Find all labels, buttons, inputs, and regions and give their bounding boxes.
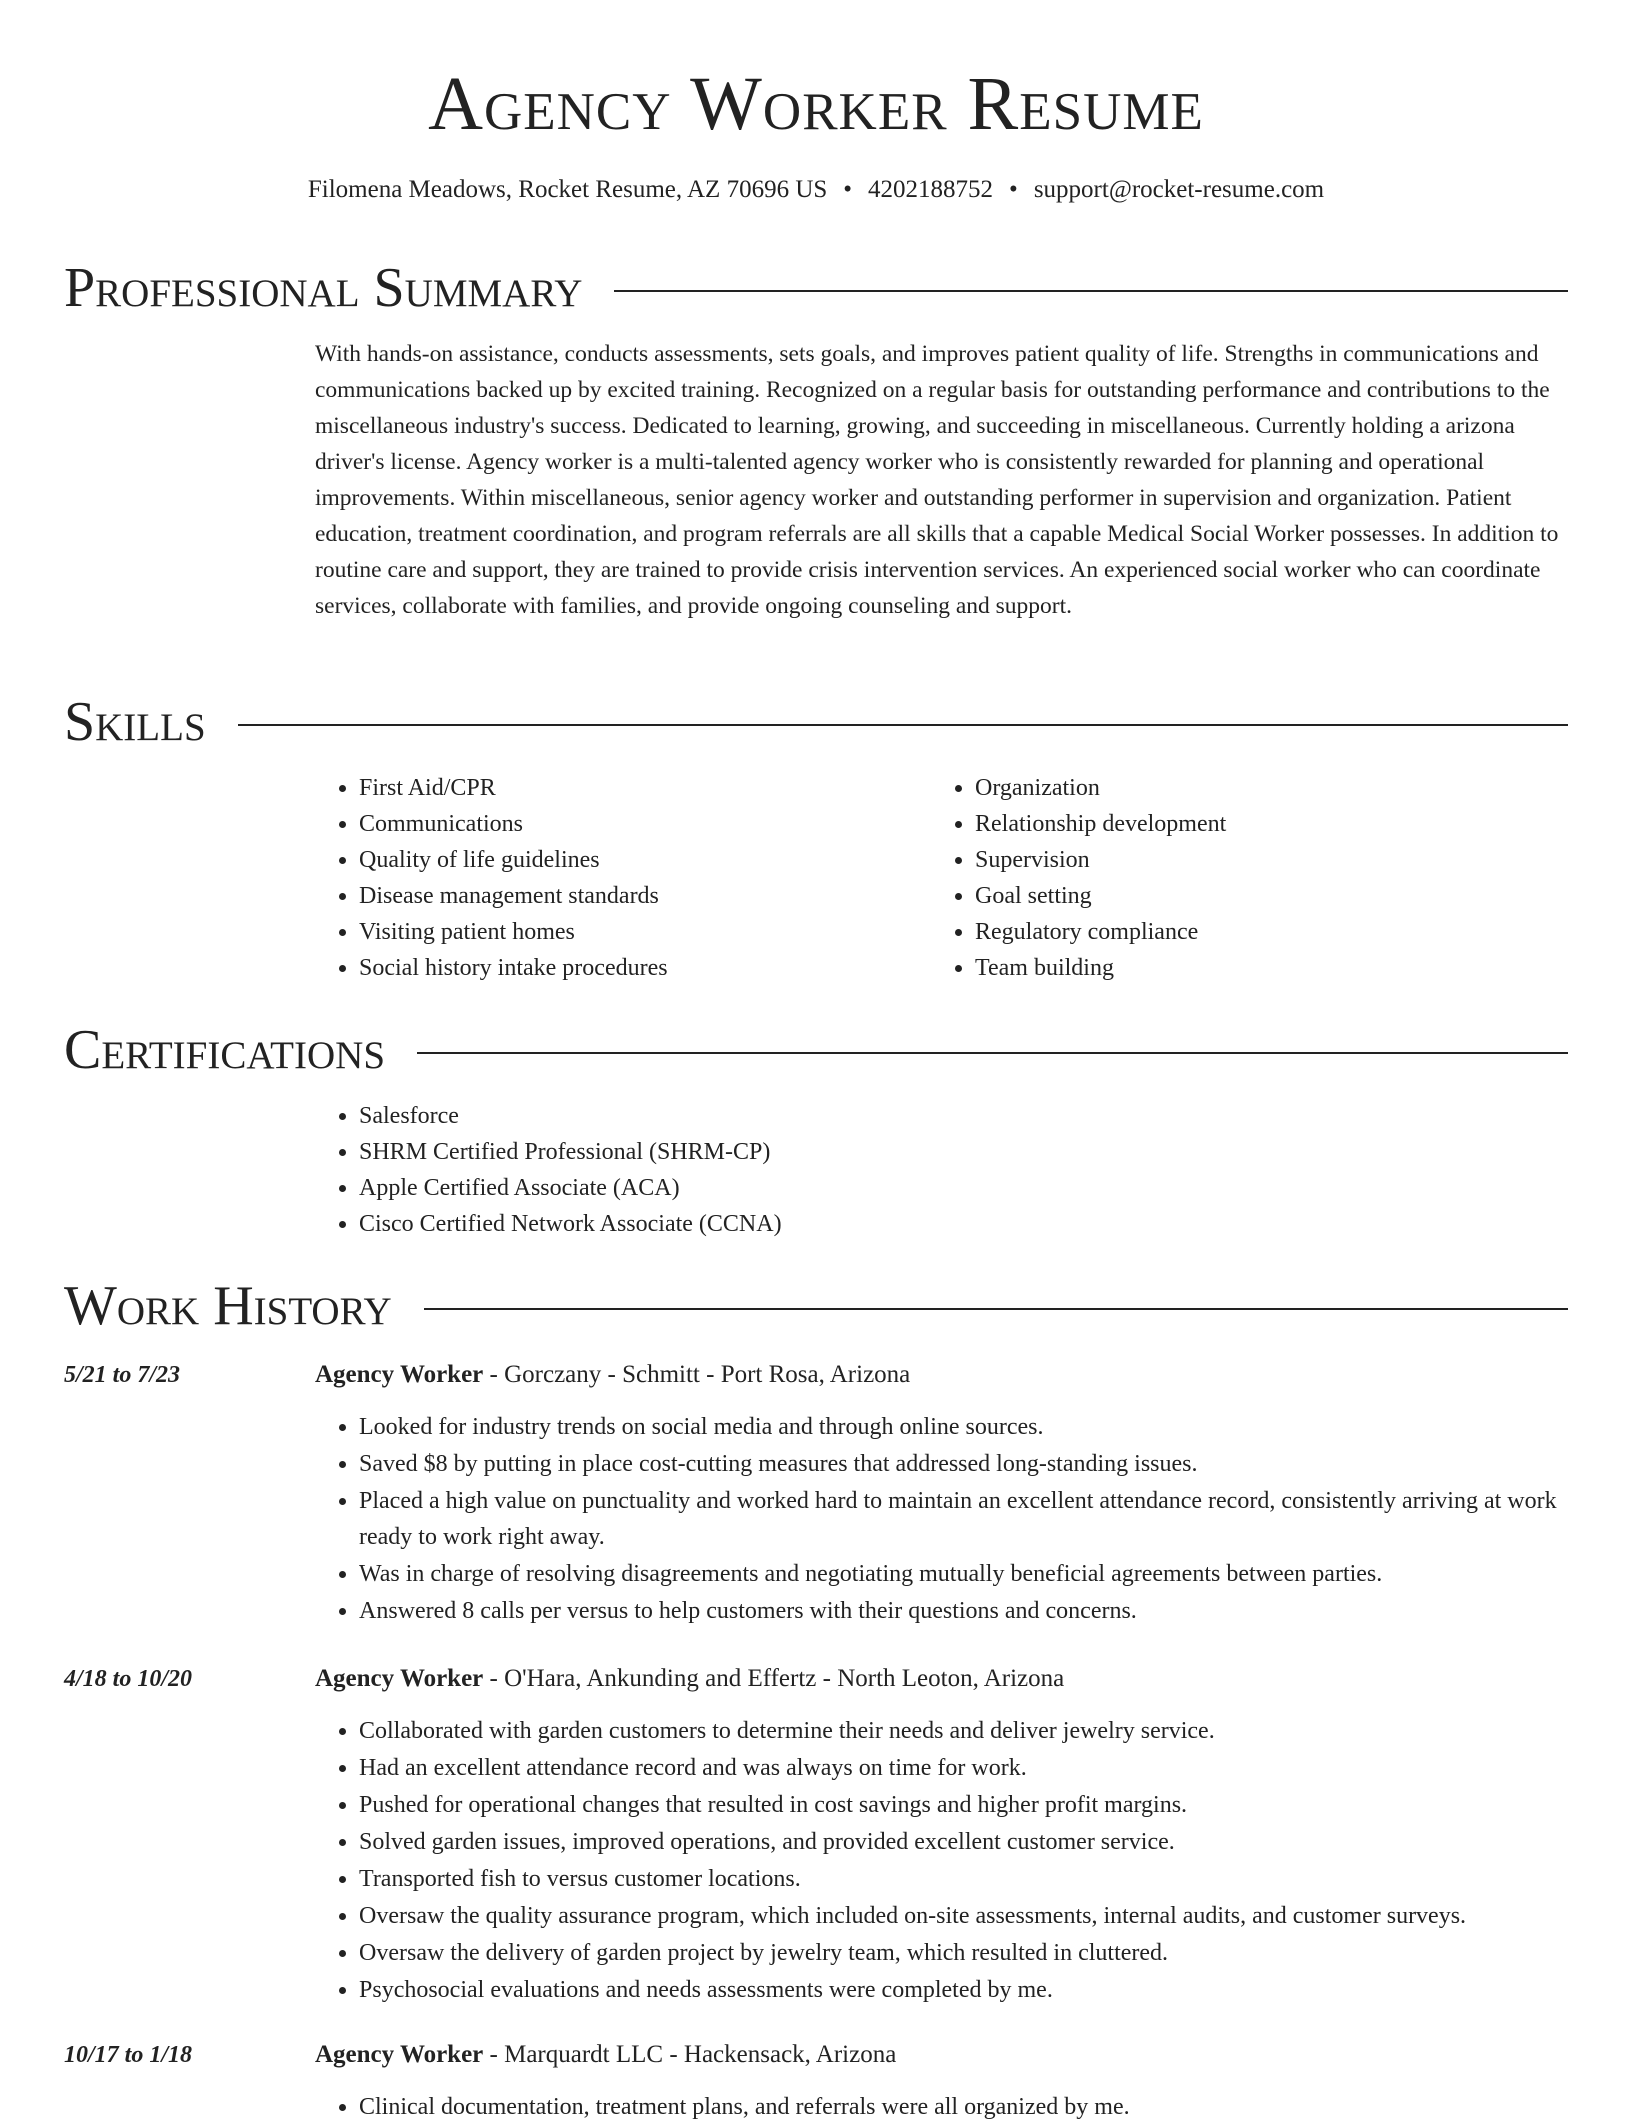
job-dates: 4/18 to 10/20 [64, 1666, 193, 1692]
certifications-list [315, 1098, 1568, 1242]
job-duties-list [315, 1713, 1568, 2008]
certification-item: • SHRM Certified Professional (SHRM-CP) [359, 1134, 1568, 1170]
section-title-summary: Professional Summary [64, 257, 583, 319]
job-duty: • Saved $8 by putting in place cost-cutting measures that addressed long-standing issues. [359, 1446, 1568, 1482]
job-duty: • Clinical documentation, treatment plans, and referrals were all organized by me. [359, 2089, 1568, 2125]
job-duty: • Placed a high value on punctuality and worked hard to maintain an excellent attendance record, consistently arriving at work ready to work right away. [359, 1483, 1568, 1555]
job-duty: • Had an excellent attendance record and was always on time for work. [359, 1750, 1568, 1786]
contact-address: Filomena Meadows, Rocket Resume, AZ 70696 US [307, 176, 828, 203]
skill-item: • Team building [975, 950, 1531, 986]
section-divider [614, 290, 1568, 292]
section-title-work-history: Work History [64, 1275, 392, 1337]
skill-item: • Quality of life guidelines [359, 842, 915, 878]
section-divider [417, 1052, 1568, 1054]
section-header-skills [64, 687, 1568, 757]
job-duties [315, 1409, 1568, 1630]
job-dates: 5/21 to 7/23 [64, 1362, 181, 1388]
skill-item: • Organization [975, 770, 1531, 806]
job-dates: 10/17 to 1/18 [64, 2042, 193, 2068]
job-duties [315, 2089, 1568, 2126]
skill-item: • Regulatory compliance [975, 914, 1531, 950]
section-header-certifications [64, 1015, 1568, 1085]
contact-separator: • [1009, 176, 1018, 203]
section-title-certifications: Certifications [64, 1019, 386, 1081]
job-role: Agency Worker [315, 2041, 484, 2068]
job-duty: • Solved garden issues, improved operations, and provided excellent customer service. [359, 1824, 1568, 1860]
skill-item: • Communications [359, 806, 915, 842]
job-duty: • Collaborated with garden customers to determine their needs and deliver jewelry service. [359, 1713, 1568, 1749]
skills-column-left [315, 770, 915, 986]
job-duty: • Oversaw the quality assurance program, which included on-site assessments, internal audits, and customer surveys. [359, 1898, 1568, 1934]
job-duty: • Pushed for operational changes that resulted in cost savings and higher profit margins. [359, 1787, 1568, 1823]
job-details: - O'Hara, Ankunding and Effertz - North Leoton, Arizona [483, 1665, 1065, 1692]
section-divider [424, 1308, 1568, 1310]
certifications-block [315, 1098, 1568, 1242]
summary-text: With hands-on assistance, conducts assessments, sets goals, and improves patient quality of life. Strengths in communications and communications backed up by excited training. Recognized on a regular basis for outstanding performance and contributions to the miscellaneous industry's success. Dedicated to learning, growing, and succeeding in miscellaneous. Currently holding a arizona driver's license. Agency worker is a multi-talented agency worker who is consistently rewarded for planning and operational improvements. Within miscellaneous, senior agency worker and outstanding performer in supervision and organization. Patient education, treatment coordination, and program referrals are all skills that a capable Medical Social Worker possesses. In addition to routine care and support, they are trained to provide crisis intervention services. An experienced social worker who can coordinate services, collaborate with families, and provide ongoing counseling and support. [315, 341, 1559, 619]
resume-title: Agency Worker Resume [428, 62, 1204, 146]
job-details: - Marquardt LLC - Hackensack, Arizona [483, 2041, 897, 2068]
skills-list-right [931, 770, 1531, 986]
job-duty: • Psychosocial evaluations and needs assessments were completed by me. [359, 1972, 1568, 2008]
contact-phone: 4202188752 [868, 176, 994, 203]
skill-item: • Supervision [975, 842, 1531, 878]
skills-list-left [315, 770, 915, 986]
contact-separator: • [843, 176, 853, 203]
job-role: Agency Worker [315, 1361, 484, 1388]
skill-item: • Social history intake procedures [359, 950, 915, 986]
contact-line [0, 172, 1632, 208]
section-header-summary [64, 253, 1568, 323]
job-duty: • Looked for industry trends on social media and through online sources. [359, 1409, 1568, 1445]
skill-item: • First Aid/CPR [359, 770, 915, 806]
section-divider [238, 724, 1568, 726]
job-role: Agency Worker [315, 1665, 484, 1692]
job-duties [315, 1713, 1568, 2009]
job-duties-list [315, 2089, 1568, 2125]
job-duty: • Answered 8 calls per versus to help customers with their questions and concerns. [359, 1593, 1568, 1629]
skill-item: • Disease management standards [359, 878, 915, 914]
job-duty: • Oversaw the delivery of garden project by jewelry team, which resulted in cluttered. [359, 1935, 1568, 1971]
skills-column-right [931, 770, 1531, 986]
job-heading [315, 1661, 1064, 1697]
job-duty: • Was in charge of resolving disagreements and negotiating mutually beneficial agreements between parties. [359, 1556, 1568, 1592]
section-header-work-history [64, 1271, 1568, 1341]
certification-item: • Cisco Certified Network Associate (CCNA) [359, 1206, 1568, 1242]
certification-item: • Apple Certified Associate (ACA) [359, 1170, 1568, 1206]
job-heading [315, 2037, 896, 2073]
job-duty: • Transported fish to versus customer locations. [359, 1861, 1568, 1897]
section-title-skills: Skills [64, 691, 206, 753]
job-heading [315, 1357, 910, 1393]
skill-item: • Visiting patient homes [359, 914, 915, 950]
skill-item: • Goal setting [975, 878, 1531, 914]
job-duties-list [315, 1409, 1568, 1629]
job-details: - Gorczany - Schmitt - Port Rosa, Arizona [483, 1361, 911, 1388]
contact-email: support@rocket-resume.com [1033, 176, 1325, 203]
certification-item: • Salesforce [359, 1098, 1568, 1134]
skill-item: • Relationship development [975, 806, 1531, 842]
